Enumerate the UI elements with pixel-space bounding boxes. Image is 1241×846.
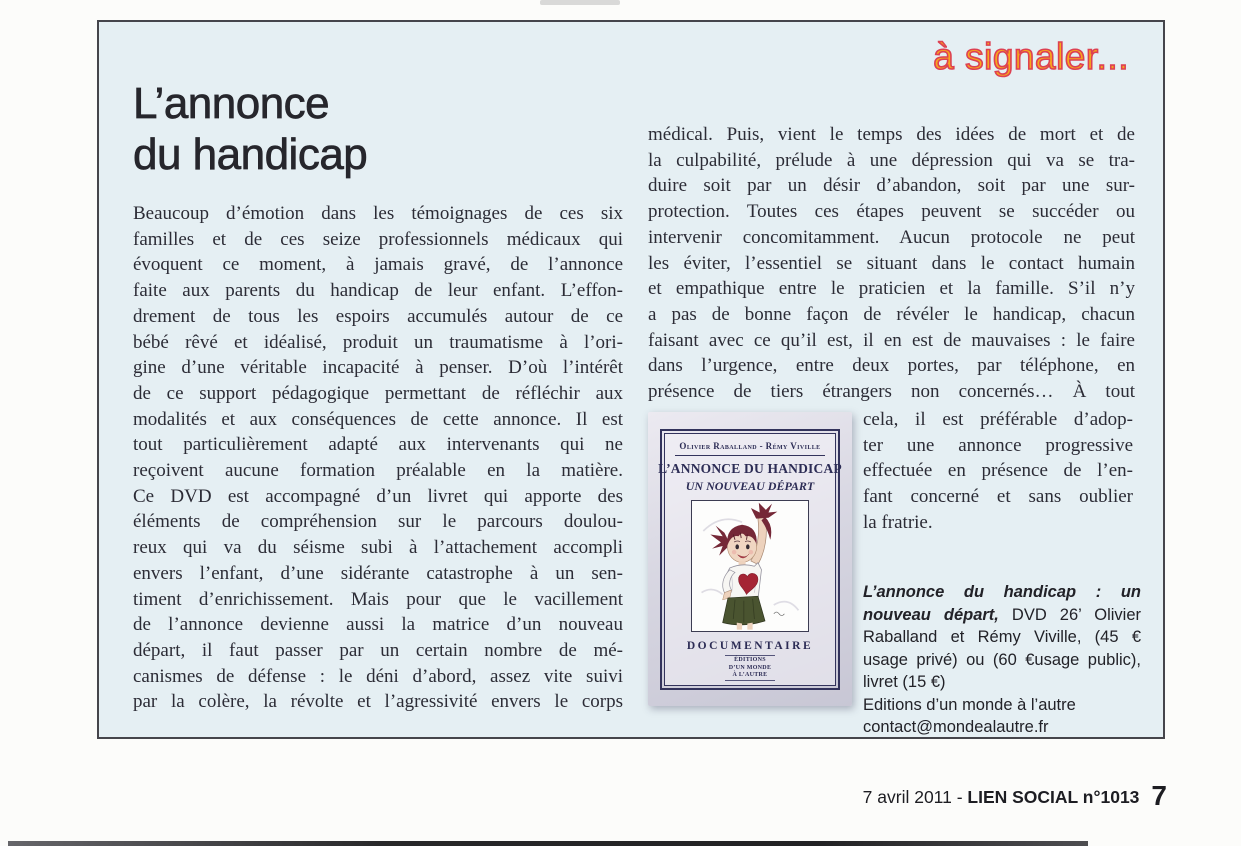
text-line: effectuée en présence de l’en- <box>863 460 1133 482</box>
article-panel <box>97 20 1165 739</box>
footer-date: 7 avril 2011 - <box>862 787 968 807</box>
text-line: par la colère, la révolte et l’agressivité envers le corps <box>133 691 623 713</box>
text-line: envers l’enfant, d’une sidérante catastrophe à un sen- <box>133 562 623 584</box>
dvd-cover-frame <box>660 429 840 690</box>
dvd-caption <box>863 581 1141 739</box>
footer-page-number: 7 <box>1151 780 1167 811</box>
text-line: intervenir concomitamment. Aucun protocole ne peut <box>648 226 1135 248</box>
text-line: Ce DVD est accompagné d’un livret qui apporte des <box>133 485 623 507</box>
text-line: canismes de défense : le déni d’abord, assez vite suivi <box>133 665 623 687</box>
article-wrap-column <box>863 407 1133 536</box>
text-line: duire soit par un désir d’abandon, soit par une sur- <box>648 175 1135 197</box>
text-line: les éviter, l’essentiel se situant dans le contact humain <box>648 252 1135 274</box>
text-line: faisant avec ce qu’il est, il en est de mauvaises : le faire <box>648 329 1135 351</box>
caption-title: L’annonce du handicap : un nouveau départ, <box>863 583 1141 624</box>
text-line: éléments de compréhension sur le parcours doulou- <box>133 511 623 533</box>
text-line: et empathique entre le praticien et la famille. S’il n’y <box>648 278 1135 300</box>
article-title-line1: L’annonce <box>133 79 330 128</box>
text-line: drement de tous les espoirs accumulés autour de ce <box>133 305 623 327</box>
article-title <box>133 78 367 180</box>
footer-journal: LIEN SOCIAL n°1013 <box>967 787 1140 807</box>
dvd-cover-rule <box>675 455 826 456</box>
text-line: gine d’une véritable incapacité à penser. D’où l’intérêt <box>133 357 623 379</box>
caption-email: contact@mondealautre.fr <box>863 718 1049 736</box>
text-line: a pas de bonne façon de révéler le handicap, chacun <box>648 303 1135 325</box>
dvd-cover-authors: Olivier Raballand - Rémy Viville <box>679 441 821 451</box>
text-line: médical. Puis, vient le temps des idées de mort et de <box>648 124 1135 145</box>
text-line: la culpabilité, prélude à une dépression qui va se tra- <box>648 149 1135 171</box>
text-line: familles et de ces seize professionnels médicaux qui <box>133 228 623 250</box>
text-line: de ce support pédagogique permettant de réfléchir aux <box>133 382 623 404</box>
cover-girl-illustration <box>691 500 809 632</box>
dvd-cover-title: L’ANNONCE DU HANDICAP <box>658 461 842 476</box>
section-header-a-signaler: à signaler... <box>933 36 1129 77</box>
text-line: reçoivent aucune formation préalable en la matière. <box>133 460 623 482</box>
text-line: évoquent ce moment, à jamais gravé, de l’annonce <box>133 254 623 276</box>
scan-artifact-strip <box>8 841 1088 846</box>
article-left-column <box>133 201 623 715</box>
text-line: de l’annonce devienne aussi la matrice d’un nouveau <box>133 614 623 636</box>
text-line: bébé rêvé et idéalisé, produit un traumatisme à l’ori- <box>133 331 623 353</box>
text-line: tout particulièrement adapté aux intervenants qui ne <box>133 434 623 456</box>
text-line: ter une annonce progressive <box>863 434 1133 456</box>
dvd-cover-subtitle: UN NOUVEAU DÉPART <box>685 479 815 493</box>
text-line: dans l’urgence, entre deux portes, par téléphone, en <box>648 355 1135 377</box>
text-line: modalités et aux conséquences de cette annonce. Il est <box>133 408 623 430</box>
article-title-line2: du handicap <box>133 130 368 179</box>
text-line: faite aux parents du handicap de leur enfant. L’effon- <box>133 280 623 302</box>
scan-artifact-smudge <box>540 0 620 5</box>
text-line: départ, il faut passer par un certain nombre de mé- <box>133 639 623 661</box>
text-line: la fratrie. <box>863 511 933 533</box>
text-line: cela, il est préférable d’adop- <box>863 409 1133 430</box>
text-line: fant concerné et sans oublier <box>863 486 1133 508</box>
text-line: reux qui va du séisme subi à l’attachement accompli <box>133 537 623 559</box>
article-right-column <box>648 122 1135 405</box>
dvd-cover-genre: DOCUMENTAIRE <box>686 640 814 653</box>
text-line: protection. Toutes ces étapes peuvent se succéder ou <box>648 201 1135 223</box>
caption-details: DVD 26’ Olivier Raballand et Rémy Viville, (45 € usage privé) ou (60 €usage public), livret (15 €) <box>863 605 1141 691</box>
dvd-cover-image <box>648 412 852 706</box>
dvd-cover-publisher: ÉDITIONS D’UN MONDE À L’AUTRE <box>725 655 776 681</box>
caption-publisher: Editions d’un monde à l’autre <box>863 695 1076 714</box>
text-line: présence de tiers étrangers non concernés… À tout <box>648 381 1135 403</box>
page-footer <box>863 778 1167 810</box>
text-line: timent d’enrichissement. Mais pour que le vacillement <box>133 588 623 610</box>
text-line: Beaucoup d’émotion dans les témoignages de ces six <box>133 203 623 224</box>
